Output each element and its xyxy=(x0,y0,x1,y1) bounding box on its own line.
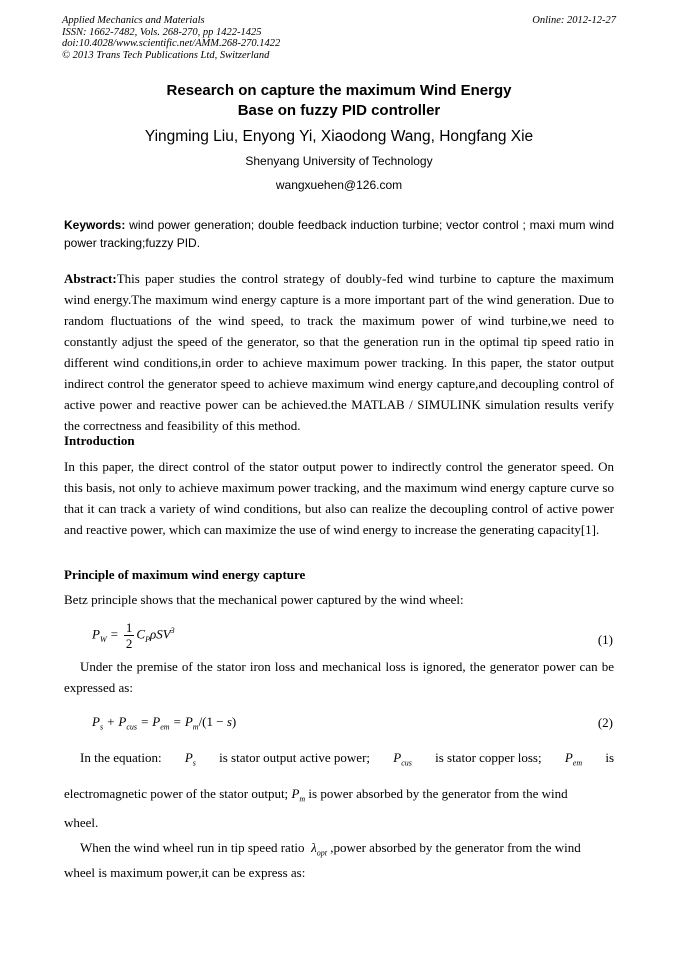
author-list: Yingming Liu, Enyong Yi, Xiaodong Wang, Hongfang Xie xyxy=(144,128,534,145)
tip-speed-start: When the wind wheel run in tip speed ratio xyxy=(80,840,305,855)
doi-line: doi:10.4028/www.scientific.net/AMM.268-270.1422 xyxy=(62,38,281,49)
principle-heading: Principle of maximum wind energy capture xyxy=(64,567,306,582)
premise-text: Under the premise of the stator iron loss and mechanical loss is ignored, the generator power can be expressed as: xyxy=(64,659,614,695)
pem-description-cont: electromagnetic power of the stator output; xyxy=(64,786,289,801)
equation-1-number: (1) xyxy=(597,632,613,647)
pm-description: is power absorbed by the generator from the wind xyxy=(308,786,568,801)
fraction-one-half: $\frac{1}{2}$ xyxy=(125,620,133,651)
issn-line: ISSN: 1662-7482, Vols. 268-270, pp 1422-1425 xyxy=(62,26,262,38)
abstract-text: This paper studies the control strategy of doubly-fed wind turbine to capture the maximum wind energy.The maximum wind energy capture is a more important part of the wind generation. Due to random fluctuations of the wind speed, to track the maximum power of wind turbine,we need to constantly adjust the speed of the generator, so that the generation run in the optimal tip speed ratio in different wind conditions,in order to achieve maximum power tracking. In this paper, the stator output indirect control the generator speed to achieve maximum wind energy capture,and decoupling control of active power and reactive power can be achieved.the MATLAB / SIMULINK simulation results verify the correctness and feasibility of this method. xyxy=(64,271,614,433)
abstract-section xyxy=(64,268,614,436)
equation-2-number: (2) xyxy=(597,715,613,730)
abstract-label: Abstract: xyxy=(64,271,117,286)
keywords-label: Keywords: xyxy=(64,218,126,232)
betz-principle-text: Betz principle shows that the mechanical power captured by the wind wheel: xyxy=(64,592,464,607)
tip-speed-end: ,power absorbed by the generator from the wind xyxy=(330,840,581,855)
where-intro: In the equation: xyxy=(80,750,162,765)
affiliation: Shenyang University of Technology xyxy=(245,154,433,168)
introduction-heading: Introduction xyxy=(64,433,135,448)
keywords-text: wind power generation; double feedback induction turbine; vector control ; maxi mum wind power tracking;fuzzy PID. xyxy=(64,218,614,250)
symbol-pem: $P_{em}$ xyxy=(564,750,583,768)
pcus-description: is stator copper loss; xyxy=(435,750,542,765)
symbol-lambda-opt: $\lambda_{opt}$ xyxy=(311,840,327,858)
pem-description-start: is xyxy=(605,750,614,765)
symbol-ps: $P_s$ xyxy=(184,750,196,768)
wheel-line: wheel. xyxy=(64,815,99,830)
copyright-line: © 2013 Trans Tech Publications Ltd, Switzerland xyxy=(62,49,270,61)
paper-title xyxy=(0,81,678,121)
online-date: Online: 2012-12-27 xyxy=(532,15,616,26)
introduction-text: In this paper, the direct control of the stator output power to indirectly control the generator speed. On this basis, not only to achieve maximum power tracking, and the maximum wind energy capture curve so that it can track a variety of wind conditions, but also can realize the decoupling control of active power and reactive power, which can maximize the use of wind energy to increase the generating capacity[1]. xyxy=(64,459,614,537)
title-line-2: Base on fuzzy PID controller xyxy=(237,102,441,119)
keywords-section xyxy=(64,216,614,252)
pm-line xyxy=(64,786,614,804)
symbol-pm: $P_m$ xyxy=(291,786,306,804)
author-email: wangxuehen@126.com xyxy=(275,178,403,192)
ps-description: is stator output active power; xyxy=(219,750,371,765)
equation-1: $P_W$ = $\frac{1}{2}$ $C_P\rho SV^3$ xyxy=(92,620,175,651)
equation-2: $P_s + P_{cus} = P_{em} = P_m/(1 - s)$ xyxy=(92,714,237,732)
title-line-1: Research on capture the maximum Wind Energy xyxy=(166,82,512,99)
journal-name: Applied Mechanics and Materials xyxy=(62,15,205,26)
tip-speed-line xyxy=(64,840,630,858)
equation-terms-line xyxy=(64,750,614,768)
final-line: wheel is maximum power,it can be express as: xyxy=(64,865,306,880)
symbol-pcus: $P_{cus}$ xyxy=(393,750,412,768)
journal-header xyxy=(62,15,280,61)
